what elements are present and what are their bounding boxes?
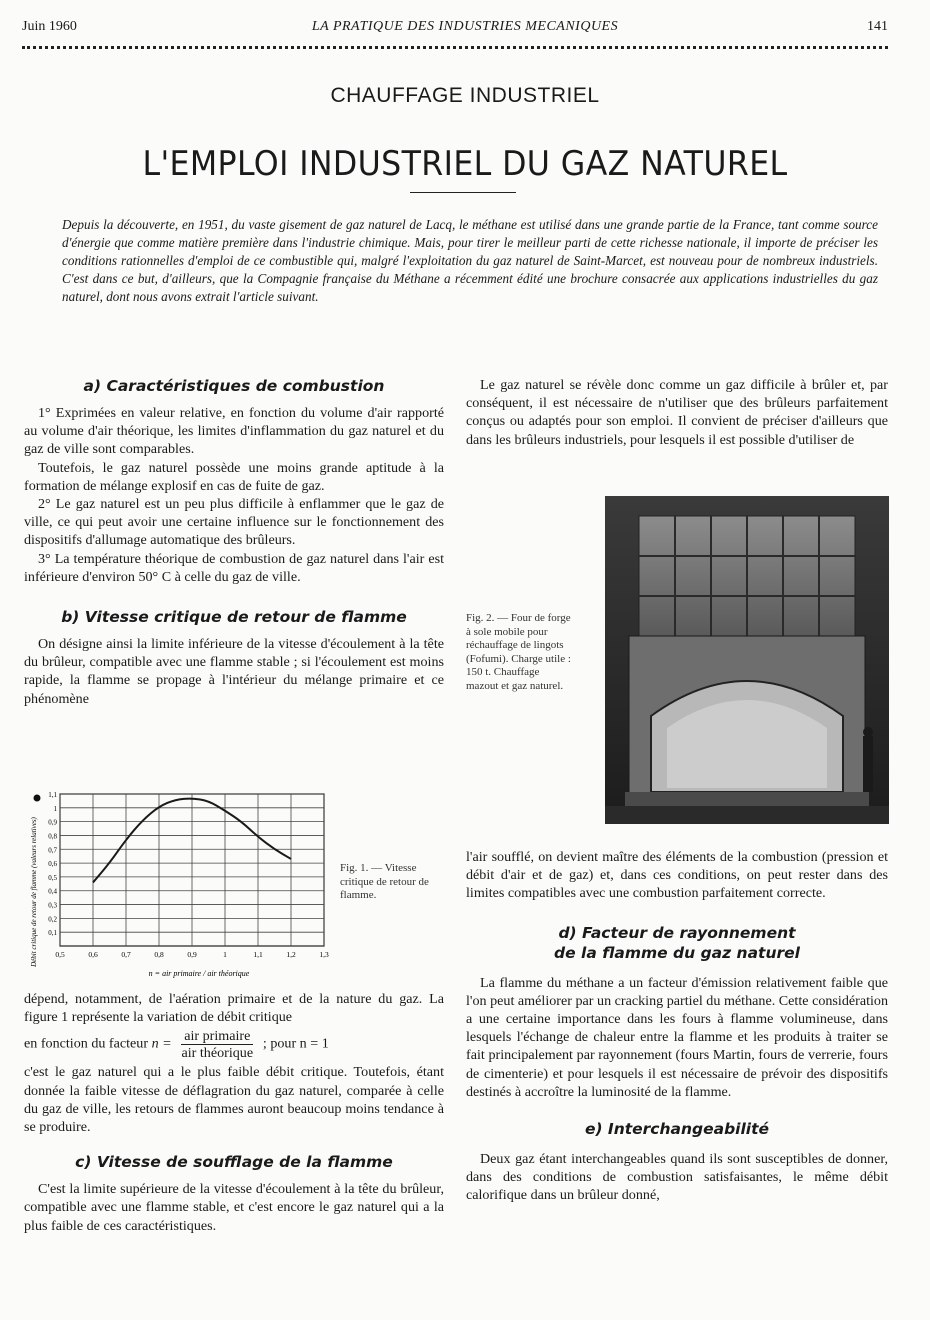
section-a bbox=[24, 376, 444, 708]
rubric: CHAUFFAGE INDUSTRIEL bbox=[330, 84, 600, 107]
section-c-heading: c) Vitesse de soufflage de la flamme bbox=[75, 1153, 393, 1172]
chart-y-tick-label: 0,8 bbox=[48, 832, 57, 841]
chart-x-tick-label: 1,3 bbox=[319, 950, 329, 959]
chart-y-tick-label: 0,3 bbox=[48, 901, 57, 910]
right-column-top bbox=[466, 376, 888, 449]
header-divider bbox=[22, 46, 888, 49]
formula-lead: en fonction du facteur bbox=[24, 1036, 149, 1053]
intro-paragraph: Depuis la découverte, en 1951, du vaste gisement de gaz naturel de Lacq, le méthane est utilisé dans une grande partie de la France, tant comme source d'énergie que comme matière première dans l'industrie chimique. Mais, pour tirer le meilleur parti de cette richesse nationale, il importe de préciser les conditions rationnelles d'emploi de ce combustible qui, malgré l'exploitation du gaz naturel de Saint-Marcet, est nouveau pour de nombreux industriels. C'est dans ce but, d'ailleurs, que la Compagnie française du Méthane a récemment édité une brochure consacrée aux applications industrielles du gaz naturel, dont nous avons extrait l'article suivant. bbox=[62, 217, 878, 304]
journal-title: LA PRATIQUE DES INDUSTRIES MECANIQUES bbox=[311, 19, 619, 34]
right-column-bottom bbox=[466, 848, 888, 1205]
chart-x-tick-label: 1,2 bbox=[286, 950, 296, 959]
formula-fraction bbox=[181, 1028, 253, 1061]
chart-y-tick-label: 0,7 bbox=[48, 846, 57, 855]
section-d-heading-line2: de la flamme du gaz naturel bbox=[554, 943, 800, 962]
section-b-paragraph: dépend, notamment, de l'aération primaire et de la nature du gaz. La figure 1 représente la variation de débit critique bbox=[24, 991, 444, 1026]
fig2-caption: Fig. 2. — Four de forge à sole mobile pour réchauffage de lingots (Fofumi). Charge utile : 150 t. Chauffage mazout et gaz naturel. bbox=[466, 612, 571, 692]
section-b-heading: b) Vitesse critique de retour de flamme bbox=[61, 608, 407, 627]
chart-y-tick-label: 0,9 bbox=[48, 818, 57, 827]
formula-tail: ; pour n = 1 bbox=[262, 1036, 329, 1053]
formula-numerator: air primaire bbox=[181, 1028, 253, 1045]
fig1-chart bbox=[24, 782, 344, 988]
chart-x-tick-label: 1,1 bbox=[253, 950, 263, 959]
header-date: Juin 1960 bbox=[22, 19, 77, 34]
chart-y-tick-label: 1 bbox=[53, 804, 57, 813]
chart-x-tick-label: 0,7 bbox=[121, 950, 131, 959]
formula-line bbox=[24, 1028, 444, 1061]
chart-y-axis-label: Débit critique de retour de flamme (valeurs relatives) bbox=[30, 817, 38, 967]
title-divider bbox=[410, 192, 516, 193]
formula-variable: n = bbox=[151, 1036, 172, 1053]
section-a-paragraph: 2° Le gaz naturel est un peu plus difficile à enflammer que le gaz de ville, ce qui peut avoir une certaine influence sur le fonctionnement des dispositifs d'allumage automatique des brûleurs. bbox=[24, 496, 444, 549]
right-paragraph: Le gaz naturel se révèle donc comme un gaz difficile à brûler et, par conséquent, il est nécessaire de n'utiliser que des brûleurs parfaitement conçus ou adaptés pour son emploi. Il convient de préciser d'ailleurs que dans les brûleurs industriels, pour lesquels il est possible d'utiliser de bbox=[466, 377, 888, 448]
chart-y-tick-label: 0,5 bbox=[48, 873, 57, 882]
section-a-paragraph: 3° La température théorique de combustion de gaz naturel dans l'air est inférieure d'environ 50° C à celle du gaz de ville. bbox=[24, 550, 444, 585]
fig1-caption: Fig. 1. — Vitesse critique de retour de flamme. bbox=[340, 862, 429, 902]
section-b-paragraph: c'est le gaz naturel qui a le plus faible débit critique. Toutefois, étant donnée la faible vitesse de déflagration du gaz naturel, comparée à celle du gaz de ville, les retours de flammes auront beaucoup moins tendance à se produire. bbox=[24, 1064, 444, 1136]
chart-marker-dot bbox=[34, 795, 41, 802]
section-a-paragraph: Toutefois, le gaz naturel possède une moins grande aptitude à la formation de mélange explosif en cas de fuite de gaz. bbox=[24, 459, 444, 494]
chart-x-tick-label: 1 bbox=[223, 950, 227, 959]
section-b-paragraph: On désigne ainsi la limite inférieure de la vitesse d'écoulement à la tête du brûleur, compatible avec une flamme stable ; si l'écoulement est moins rapide, la flamme se propage à l'intérieur du mélange primaire et ce phénomène bbox=[24, 636, 444, 707]
section-e-heading: e) Interchangeabilité bbox=[584, 1120, 770, 1139]
chart-x-axis-label: n = air primaire / air théorique bbox=[148, 969, 250, 978]
section-a-paragraph: 1° Exprimées en valeur relative, en fonction du volume d'air rapporté au volume d'air théorique, les limites d'inflammation du gaz naturel et du gaz de ville sont comparables. bbox=[24, 405, 444, 458]
chart-x-tick-label: 0,8 bbox=[154, 950, 164, 959]
chart-x-tick-label: 0,6 bbox=[88, 950, 98, 959]
formula-denominator: air théorique bbox=[181, 1045, 254, 1062]
section-d-heading: d) Facteur de rayonnement bbox=[558, 923, 796, 942]
chart-x-tick-label: 0,9 bbox=[187, 950, 197, 959]
chart-y-tick-label: 0,4 bbox=[48, 887, 57, 896]
page-number: 141 bbox=[867, 19, 888, 34]
chart-x-tick-label: 0,5 bbox=[55, 950, 65, 959]
article-title: L'EMPLOI INDUSTRIEL DU GAZ NATUREL bbox=[142, 144, 788, 184]
section-e-paragraph: Deux gaz étant interchangeables quand ils sont susceptibles de donner, dans des conditions de combustion satisfaisantes, le même débit calorifique dans un brûleur donné, bbox=[466, 1151, 888, 1204]
chart-y-tick-label: 0,1 bbox=[48, 929, 57, 938]
chart-y-tick-label: 0,2 bbox=[48, 915, 57, 924]
chart-y-tick-label: 1,1 bbox=[48, 791, 57, 799]
right-paragraph: l'air soufflé, on devient maître des éléments de la combustion (pression et débit d'air et de gaz) et, dans ces conditions, on peut rester dans des limites compatibles avec une combustion parfaitement correcte. bbox=[466, 849, 888, 902]
chart-y-tick-label: 0,6 bbox=[48, 860, 57, 869]
section-a-heading: a) Caractéristiques de combustion bbox=[83, 377, 385, 395]
section-b-continued bbox=[24, 990, 444, 1235]
chart-grid bbox=[60, 794, 324, 946]
section-d-paragraph: La flamme du méthane a un facteur d'émission relativement faible que l'on peut améliorer par un cracking partiel du méthane. Cette considération a une certaine importance dans les fours à flamme volumineuse, dans lesquels l'échange de chaleur entre la flamme et les produits à traiter se fait principalement par rayonnement (fours Martin, fours de verrerie, fours de cimenterie) et pour lesquels il est nécessaire de prévoir des dispositifs destinés à accroître la luminosité de la flamme. bbox=[466, 974, 888, 1100]
section-c-paragraph: C'est la limite supérieure de la vitesse d'écoulement à la tête du brûleur, compatible avec une flamme stable, et c'est encore le gaz naturel qui a la plus faible de ces caractéristiques. bbox=[24, 1181, 444, 1234]
fig2-furnace-photo bbox=[605, 496, 889, 824]
